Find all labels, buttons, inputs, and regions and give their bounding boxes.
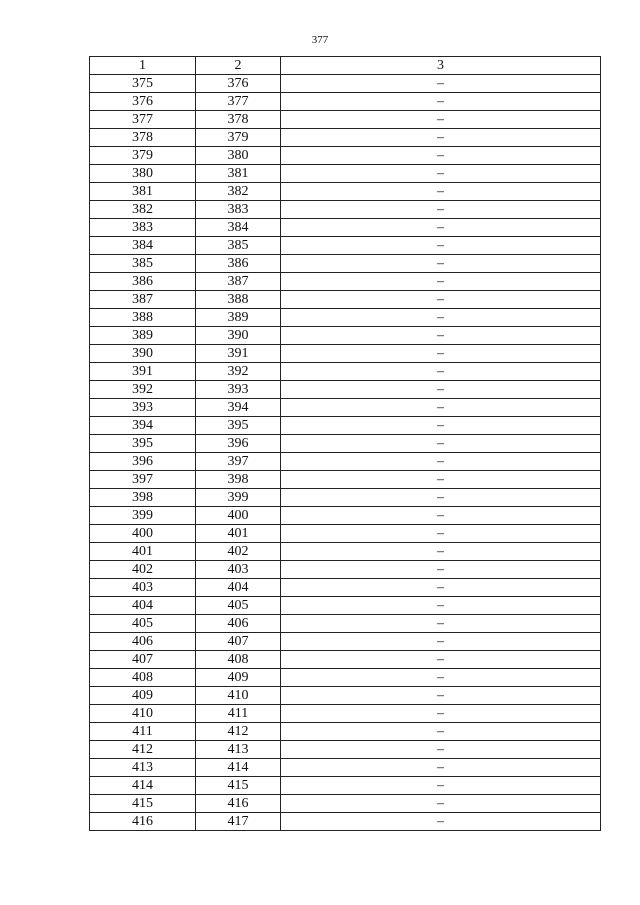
table-cell-col-2: 397 [196, 453, 281, 471]
page-number: 377 [311, 34, 329, 46]
table-cell-col-1: 398 [90, 489, 196, 507]
table-cell-col-3: – [281, 147, 601, 165]
column-header-3: 3 [281, 57, 601, 75]
table-row [90, 687, 601, 705]
table-cell-col-3: – [281, 363, 601, 381]
table-cell-col-3: – [281, 255, 601, 273]
table-cell-col-1: 375 [90, 75, 196, 93]
table-row [90, 237, 601, 255]
table-cell-col-3: – [281, 399, 601, 417]
table-cell-col-3: – [281, 543, 601, 561]
table-cell-col-3: – [281, 471, 601, 489]
table-cell-col-3: – [281, 651, 601, 669]
table-row [90, 489, 601, 507]
table-cell-col-3: – [281, 75, 601, 93]
table-cell-col-1: 414 [90, 777, 196, 795]
table-cell-col-1: 396 [90, 453, 196, 471]
table-cell-col-3: – [281, 201, 601, 219]
table-cell-col-2: 376 [196, 75, 281, 93]
table-cell-col-1: 405 [90, 615, 196, 633]
table-cell-col-1: 411 [90, 723, 196, 741]
table-row [90, 453, 601, 471]
column-header-1: 1 [90, 57, 196, 75]
table-row [90, 165, 601, 183]
table-cell-col-1: 413 [90, 759, 196, 777]
table-row [90, 363, 601, 381]
header-row [90, 57, 601, 75]
table-cell-col-3: – [281, 777, 601, 795]
table-cell-col-2: 377 [196, 93, 281, 111]
table-cell-col-3: – [281, 309, 601, 327]
table-cell-col-1: 388 [90, 309, 196, 327]
table-cell-col-1: 380 [90, 165, 196, 183]
table-cell-col-3: – [281, 93, 601, 111]
table-cell-col-3: – [281, 615, 601, 633]
table-cell-col-1: 382 [90, 201, 196, 219]
table-cell-col-1: 402 [90, 561, 196, 579]
table-cell-col-2: 401 [196, 525, 281, 543]
table-cell-col-2: 393 [196, 381, 281, 399]
table-cell-col-1: 416 [90, 813, 196, 831]
table-cell-col-3: – [281, 705, 601, 723]
table-cell-col-2: 387 [196, 273, 281, 291]
table-cell-col-3: – [281, 327, 601, 345]
table-cell-col-2: 388 [196, 291, 281, 309]
table-cell-col-1: 376 [90, 93, 196, 111]
table-cell-col-3: – [281, 291, 601, 309]
table-cell-col-1: 410 [90, 705, 196, 723]
table-cell-col-2: 406 [196, 615, 281, 633]
table-cell-col-3: – [281, 795, 601, 813]
table-cell-col-2: 395 [196, 417, 281, 435]
table-cell-col-1: 409 [90, 687, 196, 705]
table-cell-col-1: 378 [90, 129, 196, 147]
table-row [90, 417, 601, 435]
table-row [90, 273, 601, 291]
table-row [90, 111, 601, 129]
table-cell-col-3: – [281, 597, 601, 615]
table-cell-col-1: 401 [90, 543, 196, 561]
table-cell-col-1: 386 [90, 273, 196, 291]
table-row [90, 147, 601, 165]
table-row [90, 651, 601, 669]
table-cell-col-3: – [281, 813, 601, 831]
table-cell-col-1: 387 [90, 291, 196, 309]
table-cell-col-1: 412 [90, 741, 196, 759]
table-row [90, 633, 601, 651]
table-row [90, 435, 601, 453]
table-cell-col-2: 414 [196, 759, 281, 777]
table-cell-col-3: – [281, 417, 601, 435]
table-cell-col-2: 385 [196, 237, 281, 255]
table-cell-col-1: 379 [90, 147, 196, 165]
table-cell-col-1: 399 [90, 507, 196, 525]
table-row [90, 345, 601, 363]
table-body [90, 75, 601, 831]
table-row [90, 741, 601, 759]
table-cell-col-1: 404 [90, 597, 196, 615]
table-cell-col-3: – [281, 741, 601, 759]
table-cell-col-1: 383 [90, 219, 196, 237]
table-cell-col-1: 403 [90, 579, 196, 597]
table-row [90, 219, 601, 237]
table-cell-col-1: 389 [90, 327, 196, 345]
table-row [90, 723, 601, 741]
column-header-2: 2 [196, 57, 281, 75]
table-cell-col-2: 409 [196, 669, 281, 687]
table-cell-col-2: 392 [196, 363, 281, 381]
table-cell-col-2: 390 [196, 327, 281, 345]
table-cell-col-1: 406 [90, 633, 196, 651]
table-cell-col-3: – [281, 723, 601, 741]
table-cell-col-2: 380 [196, 147, 281, 165]
table-row [90, 669, 601, 687]
table-cell-col-2: 396 [196, 435, 281, 453]
table-row [90, 813, 601, 831]
table-cell-col-3: – [281, 273, 601, 291]
table-row [90, 201, 601, 219]
table-cell-col-1: 390 [90, 345, 196, 363]
table-cell-col-2: 415 [196, 777, 281, 795]
table-row [90, 309, 601, 327]
table-cell-col-2: 412 [196, 723, 281, 741]
table-cell-col-1: 395 [90, 435, 196, 453]
table-cell-col-2: 379 [196, 129, 281, 147]
table-cell-col-3: – [281, 687, 601, 705]
table-cell-col-1: 408 [90, 669, 196, 687]
table-cell-col-3: – [281, 435, 601, 453]
table-cell-col-2: 389 [196, 309, 281, 327]
table-cell-col-1: 377 [90, 111, 196, 129]
table-row [90, 129, 601, 147]
table-row [90, 399, 601, 417]
table-cell-col-1: 400 [90, 525, 196, 543]
table-cell-col-3: – [281, 237, 601, 255]
data-table [89, 56, 601, 831]
table-cell-col-1: 384 [90, 237, 196, 255]
table-row [90, 795, 601, 813]
table-row [90, 75, 601, 93]
table-row [90, 597, 601, 615]
table-cell-col-1: 397 [90, 471, 196, 489]
table-row [90, 525, 601, 543]
table-cell-col-2: 399 [196, 489, 281, 507]
table-row [90, 471, 601, 489]
table-row [90, 705, 601, 723]
table-cell-col-3: – [281, 345, 601, 363]
table-cell-col-2: 391 [196, 345, 281, 363]
table-cell-col-3: – [281, 111, 601, 129]
table-cell-col-2: 408 [196, 651, 281, 669]
table-cell-col-1: 381 [90, 183, 196, 201]
table-cell-col-2: 407 [196, 633, 281, 651]
table-cell-col-2: 378 [196, 111, 281, 129]
table-cell-col-3: – [281, 579, 601, 597]
table-row [90, 579, 601, 597]
table-cell-col-3: – [281, 489, 601, 507]
table-cell-col-2: 404 [196, 579, 281, 597]
table-cell-col-3: – [281, 381, 601, 399]
table-cell-col-1: 391 [90, 363, 196, 381]
table-cell-col-2: 382 [196, 183, 281, 201]
table-cell-col-3: – [281, 165, 601, 183]
table-cell-col-3: – [281, 561, 601, 579]
table-cell-col-2: 416 [196, 795, 281, 813]
table-row [90, 255, 601, 273]
table-cell-col-2: 400 [196, 507, 281, 525]
table-cell-col-3: – [281, 219, 601, 237]
table-header [90, 57, 601, 75]
table-row [90, 759, 601, 777]
table-row [90, 93, 601, 111]
table-cell-col-2: 384 [196, 219, 281, 237]
table-cell-col-2: 398 [196, 471, 281, 489]
table-cell-col-1: 393 [90, 399, 196, 417]
table-cell-col-3: – [281, 759, 601, 777]
table-cell-col-3: – [281, 507, 601, 525]
table-cell-col-1: 407 [90, 651, 196, 669]
table-cell-col-3: – [281, 669, 601, 687]
table-row [90, 507, 601, 525]
table-cell-col-1: 394 [90, 417, 196, 435]
table-cell-col-2: 381 [196, 165, 281, 183]
table-cell-col-2: 402 [196, 543, 281, 561]
table-cell-col-1: 385 [90, 255, 196, 273]
table-cell-col-3: – [281, 129, 601, 147]
table-cell-col-2: 403 [196, 561, 281, 579]
table-cell-col-2: 394 [196, 399, 281, 417]
table-cell-col-2: 386 [196, 255, 281, 273]
table-cell-col-2: 405 [196, 597, 281, 615]
table-cell-col-2: 413 [196, 741, 281, 759]
table-row [90, 183, 601, 201]
table-row [90, 543, 601, 561]
table-cell-col-3: – [281, 633, 601, 651]
table-cell-col-2: 410 [196, 687, 281, 705]
table-cell-col-3: – [281, 525, 601, 543]
table-row [90, 561, 601, 579]
table-row [90, 291, 601, 309]
table-row [90, 777, 601, 795]
table-row [90, 381, 601, 399]
table-cell-col-3: – [281, 183, 601, 201]
table-row [90, 327, 601, 345]
table-cell-col-3: – [281, 453, 601, 471]
table-cell-col-2: 411 [196, 705, 281, 723]
table-cell-col-2: 417 [196, 813, 281, 831]
table-cell-col-2: 383 [196, 201, 281, 219]
table-row [90, 615, 601, 633]
table-cell-col-1: 415 [90, 795, 196, 813]
table-cell-col-1: 392 [90, 381, 196, 399]
